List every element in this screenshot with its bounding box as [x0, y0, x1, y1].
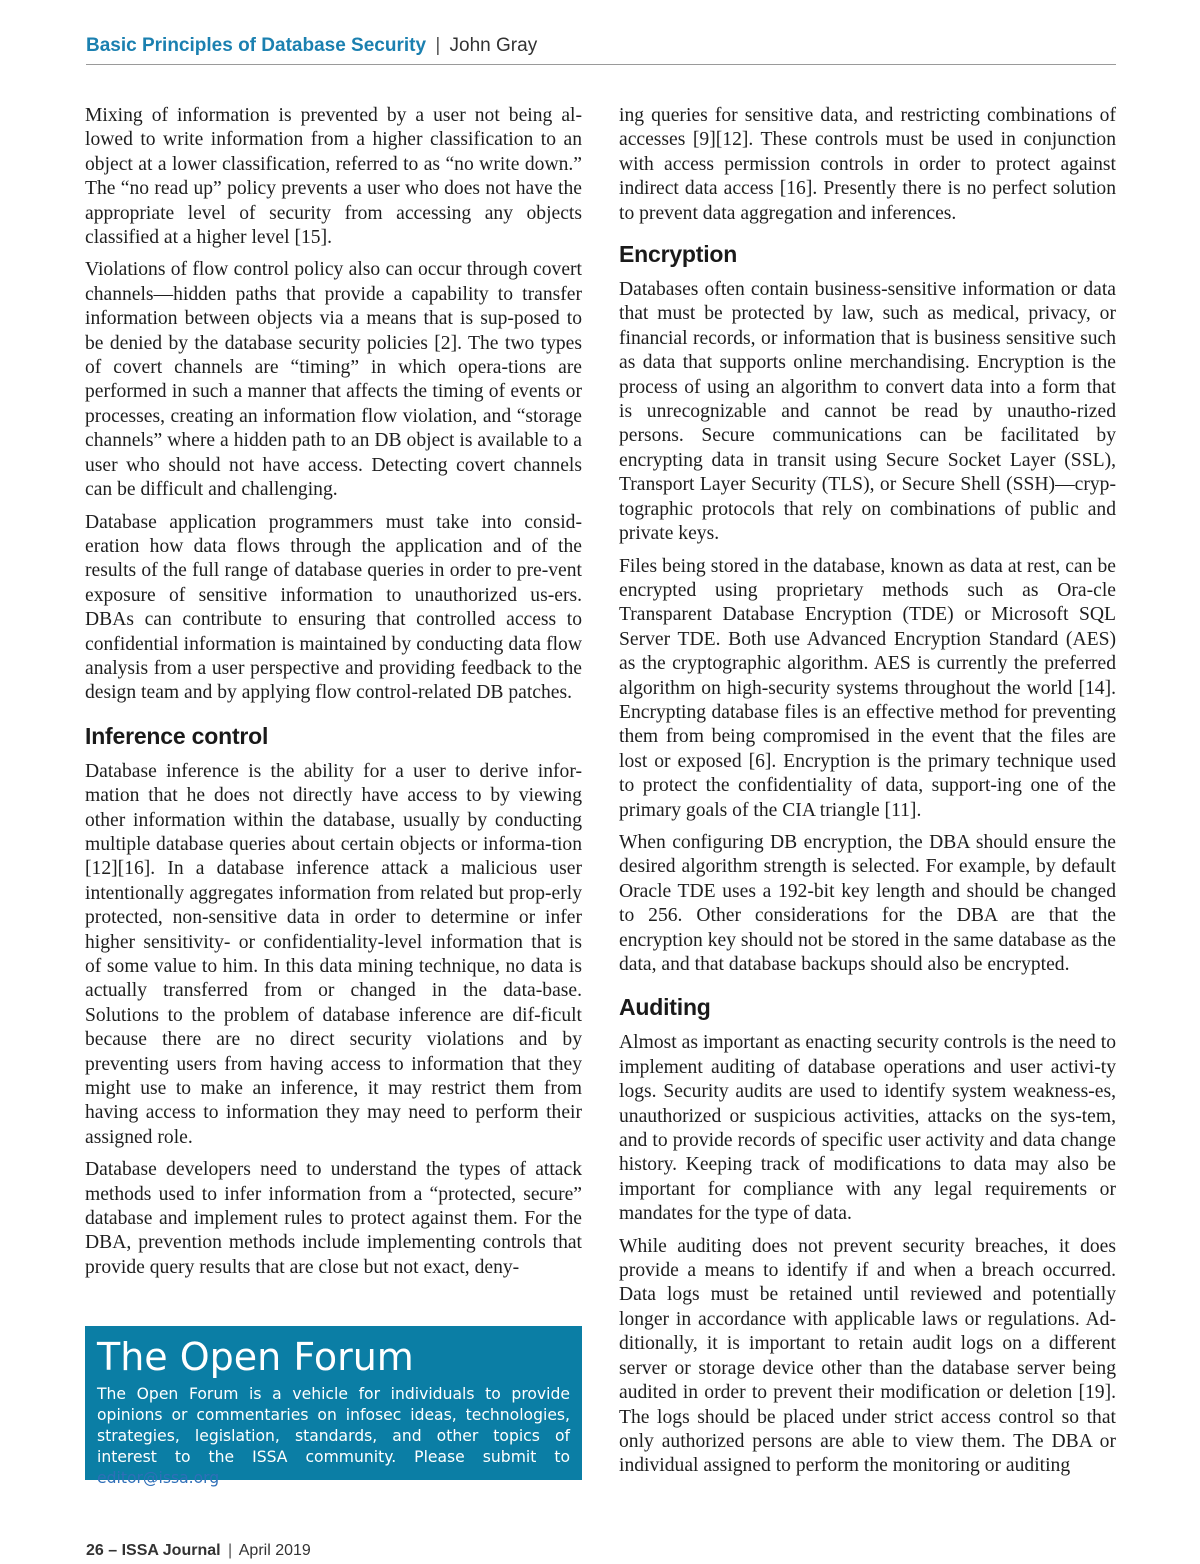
paragraph: Database inference is the ability for a user to derive infor-mation that he does not directly have access to by viewing other information within the database, usually by conducting multiple database queries about certain objects or informa-tion [12][16]. In a database inference attack a malicious user intentionally aggregates information from related but prop-erly protected, non-sensitive data in order to determine or infer higher sensitivity- or confidentiality-level information that is of some value to him. In this data mining technique, no data is actually transferred from or changed in the data-base. Solutions to the problem of database inference are dif-ficult because there are no direct security violations and by preventing users from having access to information that they might use to make an inference, it may restrict them from having access to information they may need to perform their assigned role.: [85, 760, 582, 1148]
series-title: Basic Principles of Database Security: [86, 35, 427, 56]
open-forum-end: .: [219, 1469, 225, 1487]
paragraph: While auditing does not prevent security breaches, it does provide a means to identify if and when a breach occurred. Data logs must be retained until reviewed and potentially longer in accordance with applicable laws or regulations. Ad-ditionally, it is important to retain audit logs on a different server or storage device other than the database server being audited in order to prevent their modification or deletion [19]. The logs should be placed under strict access control so that only authorized persons are able to view them. The DBA or individual assigned to perform the monitoring or auditing: [619, 1235, 1116, 1477]
paragraph: Databases often contain business-sensitive information or data that must be protected by law, such as medical, privacy, or financial records, or information that is business sensitive such as data that supports online merchandising. Encryption is the process of using an algorithm to convert data into a form that is unrecognizable and cannot be read by unautho-rized persons. Secure communications can be facilitated by encrypting data in transit using Secure Socket Layer (SSL), Transport Layer Security (TLS), or Secure Shell (SSH)—cryp-tographic protocols that rely on combinations of public and private keys.: [619, 279, 1116, 545]
section-heading-encryption: Encryption: [619, 241, 738, 268]
paragraph: Database application programmers must take into consid-eration how data flows through the application and of the results of the full range of database queries in order to pre-vent exposure of sensitive information to unauthorized us-ers. DBAs can contribute to ensuring that controlled access to confidential information is maintained by conducting data flow analysis from a user perspective and providing feedback to the design team and by applying flow control-related DB patches.: [85, 511, 582, 704]
open-forum-body: [97, 1384, 570, 1489]
running-header: [86, 34, 1116, 58]
issue-date: April 2019: [238, 1542, 311, 1559]
open-forum-text: The Open Forum is a vehicle for individuals to provide opinions or commentaries on infosec ideas, technologies, strategies, legislation, standards, and other topics of interest to the ISSA community. Please submit to: [97, 1385, 570, 1466]
page-number-label: 26 – ISSA Journal: [86, 1542, 221, 1559]
paragraph: Almost as important as enacting security controls is the need to implement auditing of database operations and user activi-ty logs. Security audits are used to identify system weakness-es, unauthorized or suspicious activities, attacks on the sys-tem, and to provide records of specific user activity and data change history. Keeping track of modifications to data may also be important for compliance with any legal requirements or mandates for the type of data.: [619, 1032, 1116, 1225]
open-forum-title: The Open Forum: [97, 1335, 414, 1379]
paragraph: Mixing of information is prevented by a user not being al-lowed to write information from a higher classification to an object at a lower classification, referred to as “no write down.” The “no read up” policy prevents a user who does not have the appropriate level of security from accessing any objects classified at a higher level [15].: [85, 105, 582, 249]
header-divider: [86, 64, 1116, 65]
open-forum-box: [85, 1326, 582, 1487]
left-column: [85, 104, 582, 1288]
section-heading-auditing: Auditing: [619, 994, 711, 1021]
section-heading-inference: Inference control: [85, 722, 269, 749]
paragraph: Database developers need to understand the types of attack methods used to infer information from a “protected, secure” database and implement rules to protect against them. For the DBA, prevention methods include implementing controls that provide query results that are close but not exact, deny-: [85, 1159, 582, 1278]
paragraph: Violations of flow control policy also can occur through covert channels—hidden paths that provide a capability to transfer information between objects via a means that is sup-posed to be denied by the database security policies [2]. The two types of covert channels are “timing” in which opera-tions are performed in such a manner that affects the timing of events or processes, creating an information flow violation, and “storage channels” where a hidden path to an DB object is available to a user who should not have access. Detecting covert channels can be difficult and challenging.: [85, 259, 582, 501]
right-column: [619, 104, 1116, 1487]
footer-separator: |: [228, 1542, 233, 1559]
page-footer: [86, 1541, 311, 1561]
paragraph: Files being stored in the database, known as data at rest, can be encrypted using proprietary methods such as Ora-cle Transparent Database Encryption (TDE) or Microsoft SQL Server TDE. Both use Advanced Encryption Standard (AES) as the cryptographic algorithm. AES is currently the preferred algorithm on high-security systems throughout the world [14]. Encrypting database files is an effective method for preventing them from being compromised in the event that the files are lost or exposed [6]. Encryption is the primary technique used to protect the confidentiality of data, support-ing one of the primary goals of the CIA triangle [11].: [619, 555, 1116, 821]
header-separator: |: [435, 35, 441, 56]
paragraph: When configuring DB encryption, the DBA should ensure the desired algorithm strength is selected. For example, by default Oracle TDE uses a 192-bit key length and should be changed to 256. Other considerations for the DBA are that the encryption key should not be stored in the same database as the data, and that database backups should also be encrypted.: [619, 831, 1116, 975]
submission-email-link[interactable]: editor@issa.org: [97, 1469, 220, 1487]
author-name: John Gray: [449, 35, 538, 56]
paragraph: ing queries for sensitive data, and restricting combinations of accesses [9][12]. These controls must be used in conjunction with access permission controls in order to protect against indirect data access [16]. Presently there is no perfect solution to prevent data aggregation and inferences.: [619, 105, 1116, 224]
